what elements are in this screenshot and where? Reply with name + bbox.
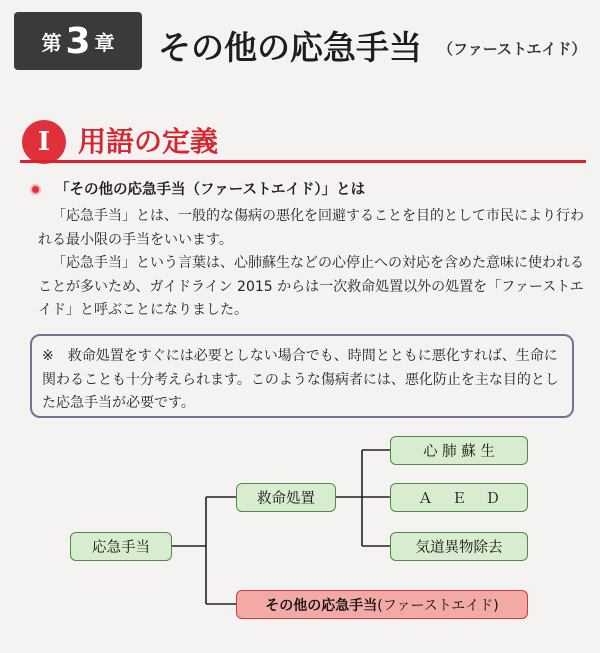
node-airway-removal: 気道異物除去 (390, 532, 528, 561)
chapter-number: 3 (65, 20, 91, 62)
definition-paragraph-1: 「応急手当」とは、一般的な傷病の悪化を回避することを目的として市民により行われる最小限の手当をいいます。 (38, 208, 584, 248)
chapter-title: その他の応急手当 (158, 28, 422, 67)
chapter-subtitle: （ファーストエイド） (438, 40, 587, 58)
node-cpr: 心 肺 蘇 生 (390, 436, 528, 465)
chapter-label: 第 (41, 30, 62, 55)
node-lifesaving: 救命処置 (236, 483, 336, 512)
definition-heading: 「その他の応急手当（ファーストエイド）」とは (55, 182, 366, 198)
node-other-sub: (ファーストエイド) (377, 597, 499, 614)
section-numeral: I (22, 120, 66, 164)
node-aed: Ａ Ｅ Ｄ (390, 483, 528, 512)
node-other-first-aid (236, 590, 528, 619)
node-other-main: その他の応急手当 (265, 597, 378, 614)
note-text: ※ 救命処置をすぐには必要としない場合でも、時間とともに悪化すれば、生命に関わることも十分考えられます。このような傷病者には、悪化防止を主な目的とした応急手当が必要です。 (42, 348, 559, 411)
definition-paragraph-2: 「応急手当」という言葉は、心肺蘇生などの心停止への対応を含めた意味に使われることが多いため、ガイドライン 2015 からは一次救命処置以外の処置を「ファーストエイド」と呼ぶことになりました。 (38, 255, 584, 318)
node-first-aid-root: 応急手当 (70, 532, 172, 561)
chapter-suffix: 章 (94, 30, 115, 55)
section-title: 用語の定義 (78, 125, 219, 158)
